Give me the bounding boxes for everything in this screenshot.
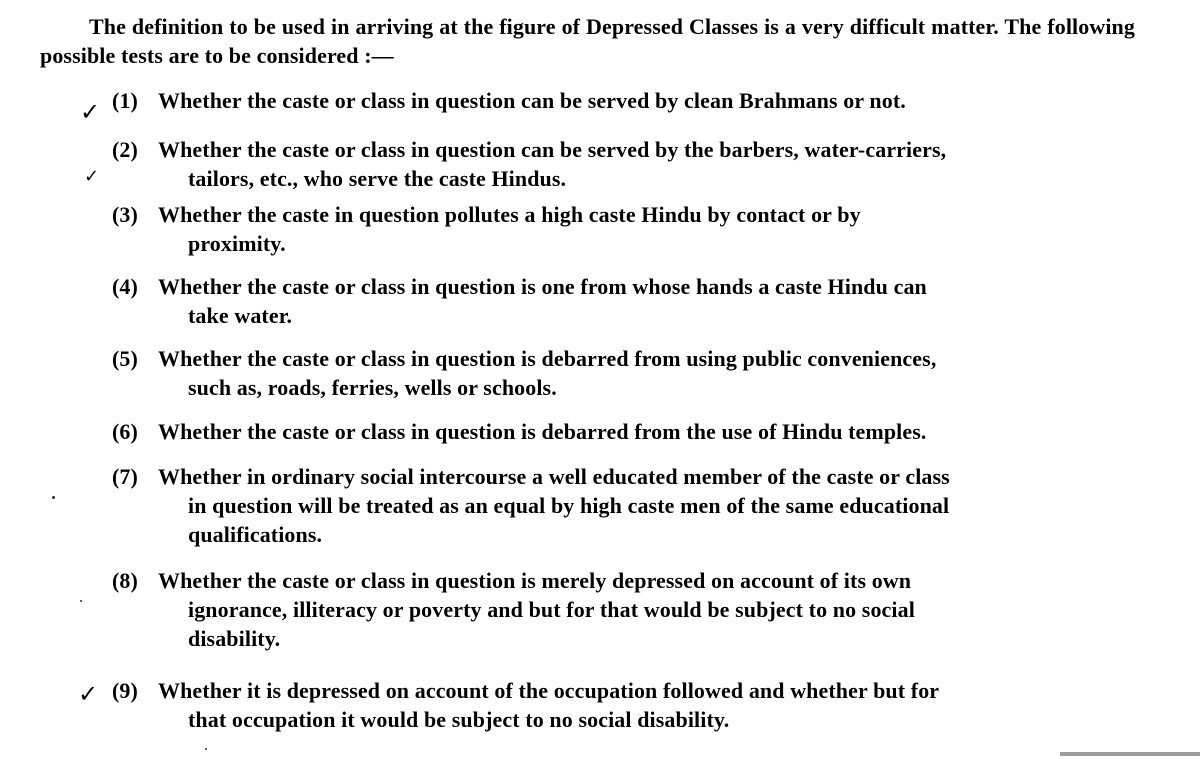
criterion-first-line [112, 272, 1132, 301]
criterion-continuation-line: that occupation it would be subject to no social disability. [188, 707, 730, 732]
criterion-item [112, 272, 1132, 330]
criterion-first-line [112, 200, 1132, 229]
handwritten-tick-mark-9: ✓ [78, 680, 99, 708]
margin-speck [80, 600, 82, 602]
criterion-continuation-line: such as, roads, ferries, wells or schools. [188, 375, 557, 400]
criterion-text: Whether the caste in question pollutes a high caste Hindu by contact or by [158, 202, 861, 227]
criterion-item [112, 135, 1132, 193]
criterion-item [112, 344, 1132, 402]
margin-speck [52, 496, 55, 499]
criterion-text: Whether it is depressed on account of the occupation followed and whether but for [158, 678, 940, 703]
criterion-number: (7) [112, 464, 138, 489]
criterion-text: Whether the caste or class in question is one from whose hands a caste Hindu can [158, 274, 927, 299]
margin-speck [205, 748, 207, 750]
criterion-item [112, 417, 1132, 446]
criterion-number: (1) [112, 88, 138, 113]
criterion-item [112, 86, 1132, 115]
criterion-number: (3) [112, 202, 138, 227]
criterion-text: Whether the caste or class in question can be served by clean Brahmans or not. [158, 88, 906, 113]
criterion-text: Whether the caste or class in question is merely depressed on account of its own [158, 568, 912, 593]
criterion-text: Whether in ordinary social intercourse a well educated member of the caste or class [158, 464, 950, 489]
criterion-number: (2) [112, 137, 138, 162]
criterion-number: (8) [112, 568, 138, 593]
criterion-number: (9) [112, 678, 138, 703]
criterion-continuation-line: proximity. [188, 231, 286, 256]
criterion-text: Whether the caste or class in question is debarred from using public conveniences, [158, 346, 937, 371]
criterion-continuation-line: take water. [188, 303, 293, 328]
criterion-continuation-line: disability. [188, 626, 281, 651]
criterion-number: (6) [112, 419, 138, 444]
criterion-first-line [112, 135, 1132, 164]
criterion-first-line [112, 566, 1132, 595]
criterion-item [112, 566, 1132, 653]
page-edge-mark [1060, 752, 1200, 756]
criterion-first-line [112, 344, 1132, 373]
criterion-text: Whether the caste or class in question can be served by the barbers, water-carriers, [158, 137, 947, 162]
criterion-text: Whether the caste or class in question is debarred from the use of Hindu temples. [158, 419, 927, 444]
criterion-first-line [112, 676, 1132, 705]
intro-paragraph: The definition to be used in arriving at the figure of Depressed Classes is a very difficult matter. The following possible tests are to be considered :— [40, 14, 1135, 68]
criterion-number: (4) [112, 274, 138, 299]
handwritten-tick-mark-1: ✓ [80, 98, 101, 126]
criterion-first-line [112, 462, 1132, 491]
criterion-first-line [112, 86, 1132, 115]
criterion-continuation-line: in question will be treated as an equal by high caste men of the same educational [188, 493, 950, 518]
handwritten-tick-mark-2: ✓ [84, 166, 100, 187]
criterion-item [112, 200, 1132, 258]
criterion-item [112, 676, 1132, 734]
criterion-item [112, 462, 1132, 549]
criterion-continuation-line: qualifications. [188, 522, 323, 547]
criterion-continuation-line: tailors, etc., who serve the caste Hindus. [188, 166, 567, 191]
criterion-number: (5) [112, 346, 138, 371]
criterion-continuation-line: ignorance, illiteracy or poverty and but for that would be subject to no social [188, 597, 915, 622]
criterion-first-line [112, 417, 1132, 446]
